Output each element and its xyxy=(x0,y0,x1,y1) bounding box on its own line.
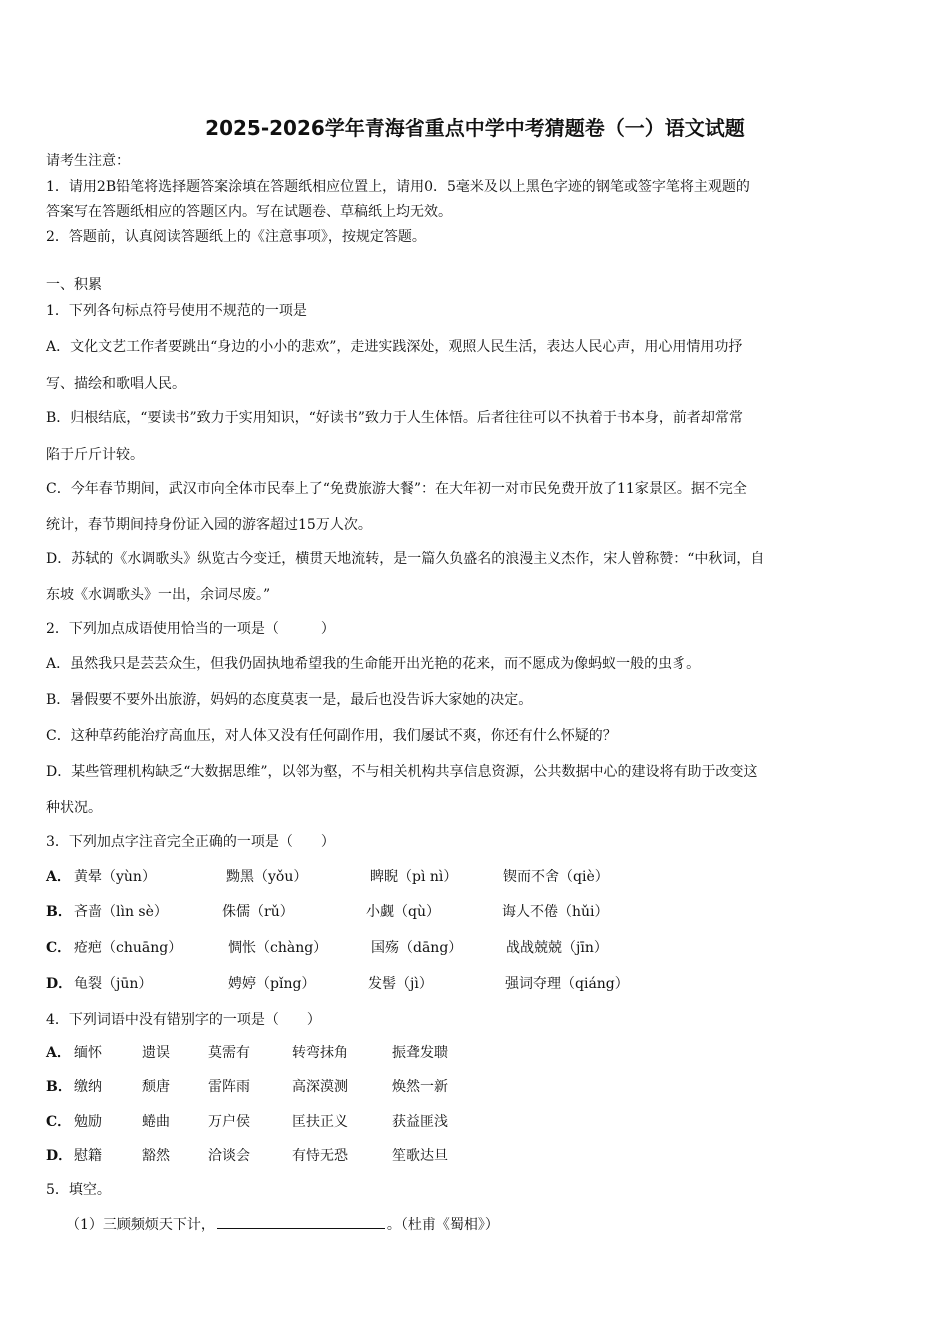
q1-option-c-line1: C．今年春节期间，武汉市向全体市民奉上了“免费旅游大餐”：在大年初一对市民免费开放了11家景区。据不完全 xyxy=(46,481,747,497)
q3-item: 黄晕（yùn） xyxy=(74,869,156,885)
q4-row-label: B． xyxy=(46,1079,72,1095)
notice-line-3: 2．答题前，认真阅读答题纸上的《注意事项》，按规定答题。 xyxy=(46,229,426,245)
q4-item: 莫需有 xyxy=(208,1045,250,1061)
q4-item: 遗误 xyxy=(142,1045,170,1061)
q5-item-1 xyxy=(66,1214,499,1234)
q4-row-label: A． xyxy=(46,1045,71,1061)
q3-row-label: B． xyxy=(46,904,72,920)
q3-item: 黝黑（yǒu） xyxy=(226,869,308,885)
answer-blank[interactable] xyxy=(217,1214,385,1229)
q2-option-d-line2: 种状况。 xyxy=(46,800,102,816)
q3-item: 龟裂（jūn） xyxy=(74,976,153,992)
q3-item: 小觑（qù） xyxy=(366,904,440,920)
q4-item: 慰籍 xyxy=(74,1148,102,1164)
q3-item: 睥睨（pì nì） xyxy=(370,869,458,885)
q4-row-label: C． xyxy=(46,1114,72,1130)
q2-option-b: B．暑假要不要外出旅游，妈妈的态度莫衷一是，最后也没告诉大家她的决定。 xyxy=(46,692,533,708)
q4-item: 缴纳 xyxy=(74,1079,102,1095)
q3-item: 疮疤（chuāng） xyxy=(74,940,183,956)
q4-item: 豁然 xyxy=(142,1148,170,1164)
q3-row-label: C． xyxy=(46,940,72,956)
q1-option-c-line2: 统计，春节期间持身份证入园的游客超过15万人次。 xyxy=(46,517,372,533)
q5-stem: 5．填空。 xyxy=(46,1182,111,1198)
q4-stem: 4．下列词语中没有错别字的一项是（ ） xyxy=(46,1012,321,1028)
q3-item: 锲而不舍（qiè） xyxy=(503,869,609,885)
q2-option-d-line1: D．某些管理机构缺乏“大数据思维”，以邻为壑，不与相关机构共享信息资源，公共数据中心的建设将有助于改变这 xyxy=(46,764,758,780)
q4-item: 转弯抹角 xyxy=(292,1045,348,1061)
q4-item: 焕然一新 xyxy=(392,1079,448,1095)
notice-line-2: 答案写在答题纸相应的答题区内。写在试题卷、草稿纸上均无效。 xyxy=(46,204,452,220)
q4-row-label: D． xyxy=(46,1148,73,1164)
q2-stem: 2．下列加点成语使用恰当的一项是（ ） xyxy=(46,621,335,637)
q4-item: 高深漠测 xyxy=(292,1079,348,1095)
q3-item: 侏儒（rǔ） xyxy=(222,904,294,920)
q3-item: 诲人不倦（hǔi） xyxy=(502,904,609,920)
q2-option-c: C．这种草药能治疗高血压，对人体又没有任何副作用，我们屡试不爽，你还有什么怀疑的？ xyxy=(46,728,617,744)
q3-stem: 3．下列加点字注音完全正确的一项是（ ） xyxy=(46,834,335,850)
q2-option-a: A．虽然我只是芸芸众生，但我仍固执地希望我的生命能开出光艳的花来，而不愿成为像蚂蚁一般的虫豸。 xyxy=(46,656,701,672)
q4-item: 蜷曲 xyxy=(142,1114,170,1130)
q3-item: 国殇（dāng） xyxy=(371,940,463,956)
q3-row-label: D． xyxy=(46,976,73,992)
q5-item-1-prefix: （1）三顾频烦天下计， xyxy=(66,1217,215,1233)
q4-item: 笙歌达旦 xyxy=(392,1148,448,1164)
q4-item: 振聋发聩 xyxy=(392,1045,448,1061)
q4-item: 雷阵雨 xyxy=(208,1079,250,1095)
q4-item: 获益匪浅 xyxy=(392,1114,448,1130)
q3-item: 发髻（jì） xyxy=(368,976,433,992)
q4-item: 万户侯 xyxy=(208,1114,250,1130)
q4-item: 匡扶正义 xyxy=(292,1114,348,1130)
q5-item-1-suffix: 。（杜甫《蜀相》） xyxy=(386,1217,499,1233)
q1-option-b-line2: 陷于斤斤计较。 xyxy=(46,447,144,463)
q3-item: 娉婷（pǐng） xyxy=(228,976,316,992)
q1-stem: 1．下列各句标点符号使用不规范的一项是 xyxy=(46,303,307,319)
page-title: 2025-2026学年青海省重点中学中考猜题卷（一）语文试题 xyxy=(205,116,745,140)
q4-item: 有恃无恐 xyxy=(292,1148,348,1164)
q1-option-d-line1: D．苏轼的《水调歌头》纵览古今变迁，横贯天地流转，是一篇久负盛名的浪漫主义杰作，宋人曾称赞：“中秋词，自 xyxy=(46,551,765,567)
q4-item: 缅怀 xyxy=(74,1045,102,1061)
q4-item: 勉励 xyxy=(74,1114,102,1130)
q3-item: 惆怅（chàng） xyxy=(228,940,328,956)
q1-option-b-line1: B．归根结底，“要读书”致力于实用知识，“好读书”致力于人生体悟。后者往往可以不执着于书本身，前者却常常 xyxy=(46,410,743,426)
q1-option-a-line2: 写、描绘和歌唱人民。 xyxy=(46,376,186,392)
q4-item: 洽谈会 xyxy=(208,1148,250,1164)
q1-option-a-line1: A．文化文艺工作者要跳出“身边的小小的悲欢”，走进实践深处，观照人民生活，表达人民心声，用心用情用功抒 xyxy=(46,339,743,355)
q3-item: 战战兢兢（jīn） xyxy=(506,940,608,956)
q1-option-d-line2: 东坡《水调歌头》一出，余词尽废。” xyxy=(46,587,271,603)
notice-heading: 请考生注意： xyxy=(46,153,130,169)
q3-item: 强词夺理（qiáng） xyxy=(505,976,629,992)
notice-line-1: 1．请用2B铅笔将选择题答案涂填在答题纸相应位置上，请用0．5毫米及以上黑色字迹的钢笔或签字笔将主观题的 xyxy=(46,179,750,195)
section-heading: 一、积累 xyxy=(46,277,102,293)
q3-row-label: A． xyxy=(46,869,71,885)
q3-item: 吝啬（lìn sè） xyxy=(74,904,168,920)
q4-item: 颓唐 xyxy=(142,1079,170,1095)
